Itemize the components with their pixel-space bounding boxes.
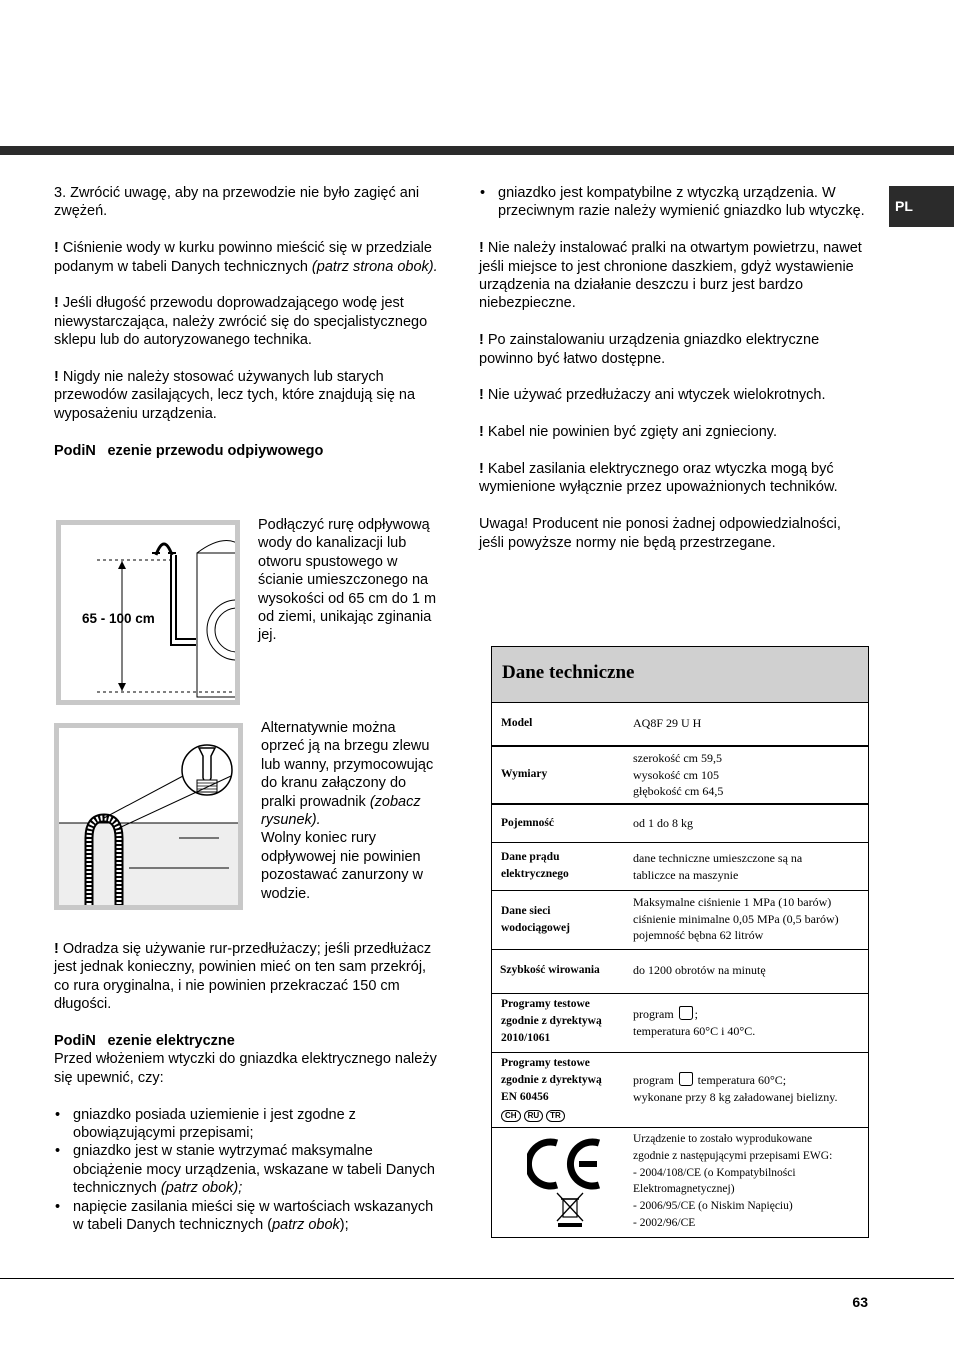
- figure2-caption: [261, 719, 441, 903]
- ch-mark: CH: [501, 1110, 521, 1122]
- paragraph: ! Jeśli długość przewodu doprowadzającego wodę jest niewystarczająca, należy zwrócić się do specjalistycznego sklepu lub do autoryzowanego technika.: [54, 295, 428, 349]
- list-item: • gniazdko posiada uziemienie i jest zgodne z obowiązującymi przepisami;: [54, 1106, 439, 1143]
- ru-mark: RU: [524, 1110, 544, 1122]
- row-value: AQ8F 29 U H: [633, 716, 702, 730]
- table-row: [492, 891, 868, 950]
- figure1-caption-text: Podłączyć rurę odpływową wody do kanalizacji lub otworu spustowego w ścianie umieszczonego na wysokości od 65 cm do 1 m od ziemi, unikając zginania jej.: [258, 517, 437, 644]
- section-heading: PodiNezenie elektryczne: [54, 1033, 235, 1050]
- paragraph: ! Nigdy nie należy stosować używanych lub starych przewodów zasilających, lecz tych, które znajdują się na wyposażeniu urządzenia.: [54, 369, 416, 422]
- row-value: Maksymalne ciśnienie 1 MPa (10 barów) ciśnienie minimalne 0,05 MPa (0,5 barów) pojemność bębna 62 litrów: [633, 895, 839, 942]
- paragraph: 3. Zwrócić uwagę, aby na przewodzie nie było zagięć ani zwężeń.: [54, 185, 420, 220]
- row-value: od 1 do 8 kg: [633, 816, 693, 830]
- row-value: szerokość cm 59,5 wysokość cm 105 głębokość cm 64,5: [633, 751, 724, 798]
- tech-data-table: [491, 646, 869, 1238]
- paragraph: ! Kabel nie powinien być zgięty ani zgnieciony.: [479, 424, 777, 441]
- table-title: Dane techniczne: [492, 647, 868, 703]
- row-value: Urządzenie to zostało wyprodukowane zgodnie z następującymi przepisami EWG: - 2004/108/CE (o Kompatybilności Elektromagnetycznej) - 2006/95/CE (o Niskim Napięciu) - 2002/96/CE: [633, 1133, 833, 1229]
- bottom-rule: [0, 1278, 954, 1279]
- section-heading: PodiNezenie przewodu odpiywowego: [54, 442, 324, 459]
- right-column: [479, 184, 867, 552]
- table-row: [492, 703, 868, 747]
- tr-mark: TR: [546, 1110, 565, 1122]
- left-column-bottom: [54, 940, 439, 1234]
- paragraph: ! Kabel zasilania elektrycznego oraz wtyczka mogą być wymienione wyłącznie przez upoważnionych techników.: [479, 461, 838, 496]
- paragraph: Uwaga! Producent nie ponosi żadnej odpowiedzialności, jeśli powyższe normy nie będą przestrzegane.: [479, 516, 841, 551]
- row-label: Dane sieci wodociągowej: [501, 905, 570, 934]
- paragraph: Przed włożeniem wtyczki do gniazdka elektrycznego należy się upewnić, czy:: [54, 1051, 437, 1086]
- table-row: [492, 805, 868, 843]
- table-row: [492, 950, 868, 994]
- language-tab-label: PL: [895, 198, 913, 214]
- row-label: Szybkość wirowania: [500, 964, 600, 976]
- language-tab: [889, 186, 954, 227]
- row-label: Model: [501, 717, 533, 729]
- figure2-caption-text: Alternatywnie można oprzeć ją na brzegu zlewu lub wanny, przymocowując do kranu załączony do pralki prowadnik (zobacz rysunek).: [261, 720, 434, 829]
- drain-height-figure: [56, 520, 240, 705]
- row-value: do 1200 obrotów na minutę: [633, 963, 766, 977]
- row-label: Programy testowe zgodnie z dyrektywą 2010/1061: [501, 998, 602, 1044]
- figure1-caption: [258, 516, 442, 645]
- checklist: [54, 1106, 439, 1235]
- paragraph: ! Po zainstalowaniu urządzenia gniazdko elektryczne powinno być łatwo dostępne.: [479, 332, 820, 367]
- list-item: • gniazdko jest w stanie wytrzymać maksymalne obciążenie mocy urządzenia, wskazane w tabeli Danych technicznych (patrz obok);: [54, 1142, 439, 1197]
- row-value: program temperatura 60°C; wykonane przy 8 kg załadowanej bielizny.: [633, 1073, 838, 1104]
- list-item: • napięcie zasilania mieści się w wartościach wskazanych w tabeli Danych technicznych (patrz obok);: [54, 1198, 439, 1235]
- cotton-program-icon: [679, 1072, 693, 1086]
- sink-hose-illustration: [59, 728, 238, 905]
- table-row: [492, 843, 868, 891]
- paragraph: ! Nie używać przedłużaczy ani wtyczek wielokrotnych.: [479, 387, 826, 404]
- checklist-continued: [479, 184, 867, 221]
- figure2-caption-note: Wolny koniec rury odpływowej nie powinien pozostawać zanurzony w wodzie.: [261, 830, 423, 902]
- page-number: 63: [852, 1294, 868, 1310]
- row-label: Pojemność: [501, 817, 555, 829]
- row-value: program ; temperatura 60°C i 40°C.: [633, 1007, 756, 1038]
- paragraph: ! Nie należy instalować pralki na otwartym powietrzu, nawet jeśli miejsce to jest chronione daszkiem, gdyż wystawienie urządzenia na działanie deszczu i burz jest bardzo niebezpieczne.: [479, 240, 862, 312]
- list-item: • gniazdko jest kompatybilne z wtyczką urządzenia. W przeciwnym razie należy wymienić gniazdko lub wtyczkę.: [479, 184, 867, 221]
- height-range-label: 65 - 100 cm: [82, 611, 155, 626]
- table-row: [492, 1128, 868, 1236]
- row-label: Programy testowe zgodnie z dyrektywą EN 60456 CH RU TR: [501, 1057, 602, 1120]
- paragraph: ! Odradza się używanie rur-przedłużaczy; jeśli przedłużacz jest jednak konieczny, powinien mieć on ten sam przekrój, co rura oryginalna, i nie powinien przekraczać 150 cm długości.: [54, 941, 432, 1013]
- crossed-bin-icon: [557, 1193, 583, 1227]
- top-rule: [0, 146, 954, 155]
- table-row: [492, 1053, 868, 1128]
- table-row: [492, 994, 868, 1053]
- row-label: Dane prądu elektrycznego: [501, 851, 569, 880]
- ce-mark-icon: [527, 1133, 607, 1229]
- cotton-program-icon: [679, 1006, 693, 1020]
- row-label: Wymiary: [501, 768, 548, 780]
- paragraph: ! Ciśnienie wody w kurku powinno mieścić się w przedziale podanym w tabeli Danych technicznych (patrz strona obok).: [54, 240, 438, 275]
- row-value: dane techniczne umieszczone są na tabliczce na maszynie: [633, 851, 803, 882]
- table-row: [492, 747, 868, 805]
- sink-hose-figure: [54, 723, 243, 910]
- left-column-top: [54, 184, 439, 460]
